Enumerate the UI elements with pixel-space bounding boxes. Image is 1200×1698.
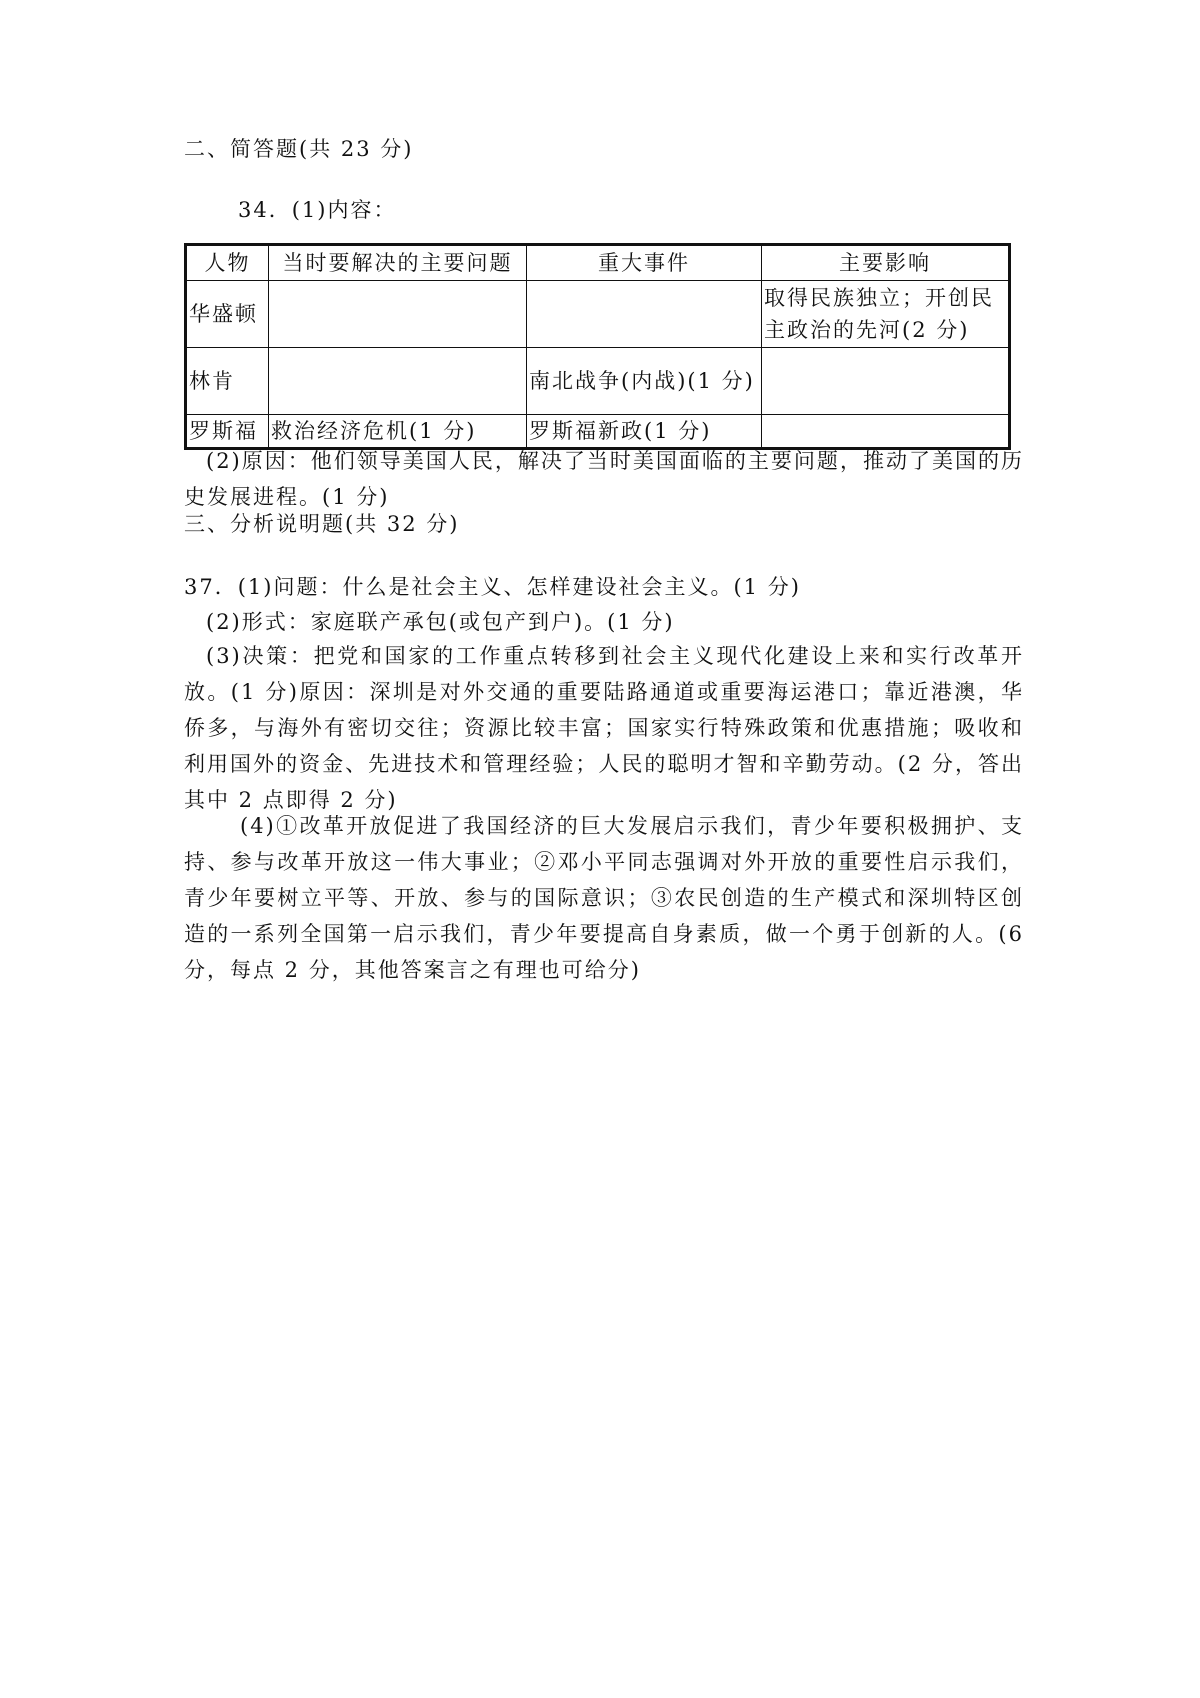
answer-table (184, 243, 1011, 450)
table-cell: 救治经济危机(1 分) (269, 415, 527, 449)
question-37-part-2: (2)形式：家庭联产承包(或包产到户)。(1 分) (206, 610, 675, 634)
column-header: 人物 (186, 245, 269, 281)
table-header-row (186, 245, 1010, 281)
table-cell: 取得民族独立；开创民主政治的先河(2 分) (762, 281, 1010, 348)
section-2-heading: 二、简答题(共 23 分) (184, 137, 414, 161)
section-3-heading: 三、分析说明题(共 32 分) (184, 512, 460, 536)
table-row (186, 281, 1010, 348)
table-cell: 华盛顿 (186, 281, 269, 348)
table-cell: 罗斯福 (186, 415, 269, 449)
table-cell: 南北战争(内战)(1 分) (527, 348, 762, 415)
question-34-part-2: (2)原因：他们领导美国人民，解决了当时美国面临的主要问题，推动了美国的历史发展进程。(1 分) (184, 449, 1024, 509)
table-cell (269, 348, 527, 415)
question-37-part-3: (3)决策：把党和国家的工作重点转移到社会主义现代化建设上来和实行改革开放。(1 分)原因：深圳是对外交通的重要陆路通道或重要海运港口；靠近港澳，华侨多，与海外有密切交往；资源比较丰富；国家实行特殊政策和优惠措施；吸收和利用国外的资金、先进技术和管理经验；人民的聪明才智和辛勤劳动。(2 分，答出其中 2 点即得 2 分) (184, 644, 1024, 812)
column-header: 重大事件 (527, 245, 762, 281)
table-cell (269, 281, 527, 348)
table-row (186, 348, 1010, 415)
table-cell (527, 281, 762, 348)
column-header: 当时要解决的主要问题 (269, 245, 527, 281)
question-37-part-4: (4)①改革开放促进了我国经济的巨大发展启示我们，青少年要积极拥护、支持、参与改革开放这一伟大事业；②邓小平同志强调对外开放的重要性启示我们，青少年要树立平等、开放、参与的国际意识；③农民创造的生产模式和深圳特区创造的一系列全国第一启示我们，青少年要提高自身素质，做一个勇于创新的人。(6 分，每点 2 分，其他答案言之有理也可给分) (184, 814, 1024, 982)
table-cell: 林肯 (186, 348, 269, 415)
table-cell (762, 348, 1010, 415)
question-34-title: 34．(1)内容： (238, 198, 397, 222)
column-header: 主要影响 (762, 245, 1010, 281)
table-cell: 罗斯福新政(1 分) (527, 415, 762, 449)
question-37-part-1: 37．(1)问题：什么是社会主义、怎样建设社会主义。(1 分) (184, 575, 801, 599)
